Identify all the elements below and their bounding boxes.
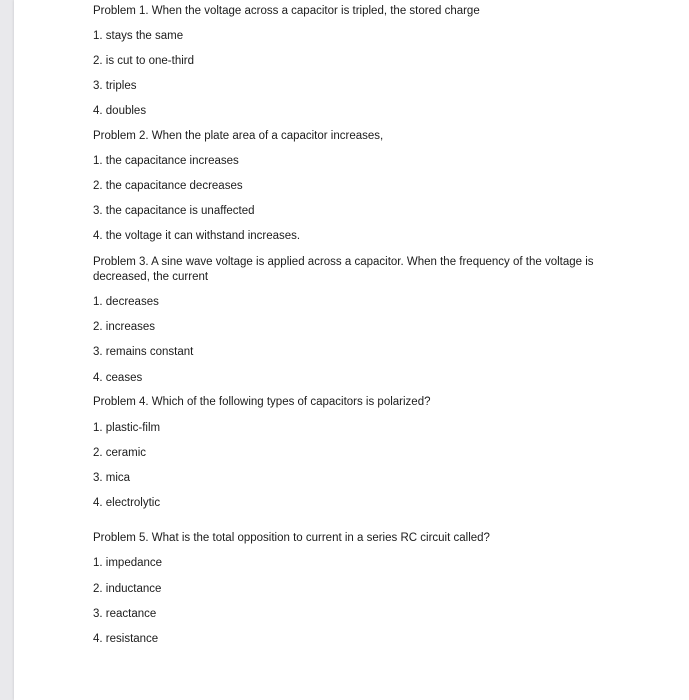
problem-2-question: Problem 2. When the plate area of a capacitor increases,	[93, 130, 384, 142]
problem-3-option-1: 1. decreases	[93, 296, 159, 308]
problem-1-option-4: 4. doubles	[93, 105, 147, 117]
problem-5-option-1: 1. impedance	[93, 557, 163, 569]
problem-2-option-1: 1. the capacitance increases	[93, 155, 239, 167]
problem-2-option-2: 2. the capacitance decreases	[93, 180, 243, 192]
problem-5-option-2: 2. inductance	[93, 583, 162, 595]
problem-4-option-1: 1. plastic-film	[93, 422, 161, 434]
problem-2-option-3: 3. the capacitance is unaffected	[93, 205, 255, 217]
problem-4-option-3: 3. mica	[93, 472, 131, 484]
problem-1-question: Problem 1. When the voltage across a capacitor is tripled, the stored charge	[93, 5, 480, 17]
problem-1-option-2: 2. is cut to one-third	[93, 55, 194, 67]
problem-1-option-1: 1. stays the same	[93, 30, 184, 42]
problem-5-question: Problem 5. What is the total opposition to current in a series RC circuit called?	[93, 532, 490, 544]
problem-2-option-4: 4. the voltage it can withstand increases.	[93, 230, 301, 242]
problem-3-option-2: 2. increases	[93, 321, 156, 333]
problem-4-option-2: 2. ceramic	[93, 447, 147, 459]
problem-5-option-3: 3. reactance	[93, 608, 157, 620]
problem-3-option-4: 4. ceases	[93, 372, 143, 384]
problem-5-option-4: 4. resistance	[93, 633, 159, 645]
problem-3-option-3: 3. remains constant	[93, 346, 194, 358]
problem-4-option-4: 4. electrolytic	[93, 497, 161, 509]
problem-3-question: Problem 3. A sine wave voltage is applied across a capacitor. When the frequency of the voltage is decreased, the current	[93, 256, 594, 283]
problem-4-question: Problem 4. Which of the following types of capacitors is polarized?	[93, 396, 431, 408]
document-page	[14, 0, 689, 700]
problem-1-option-3: 3. triples	[93, 80, 137, 92]
